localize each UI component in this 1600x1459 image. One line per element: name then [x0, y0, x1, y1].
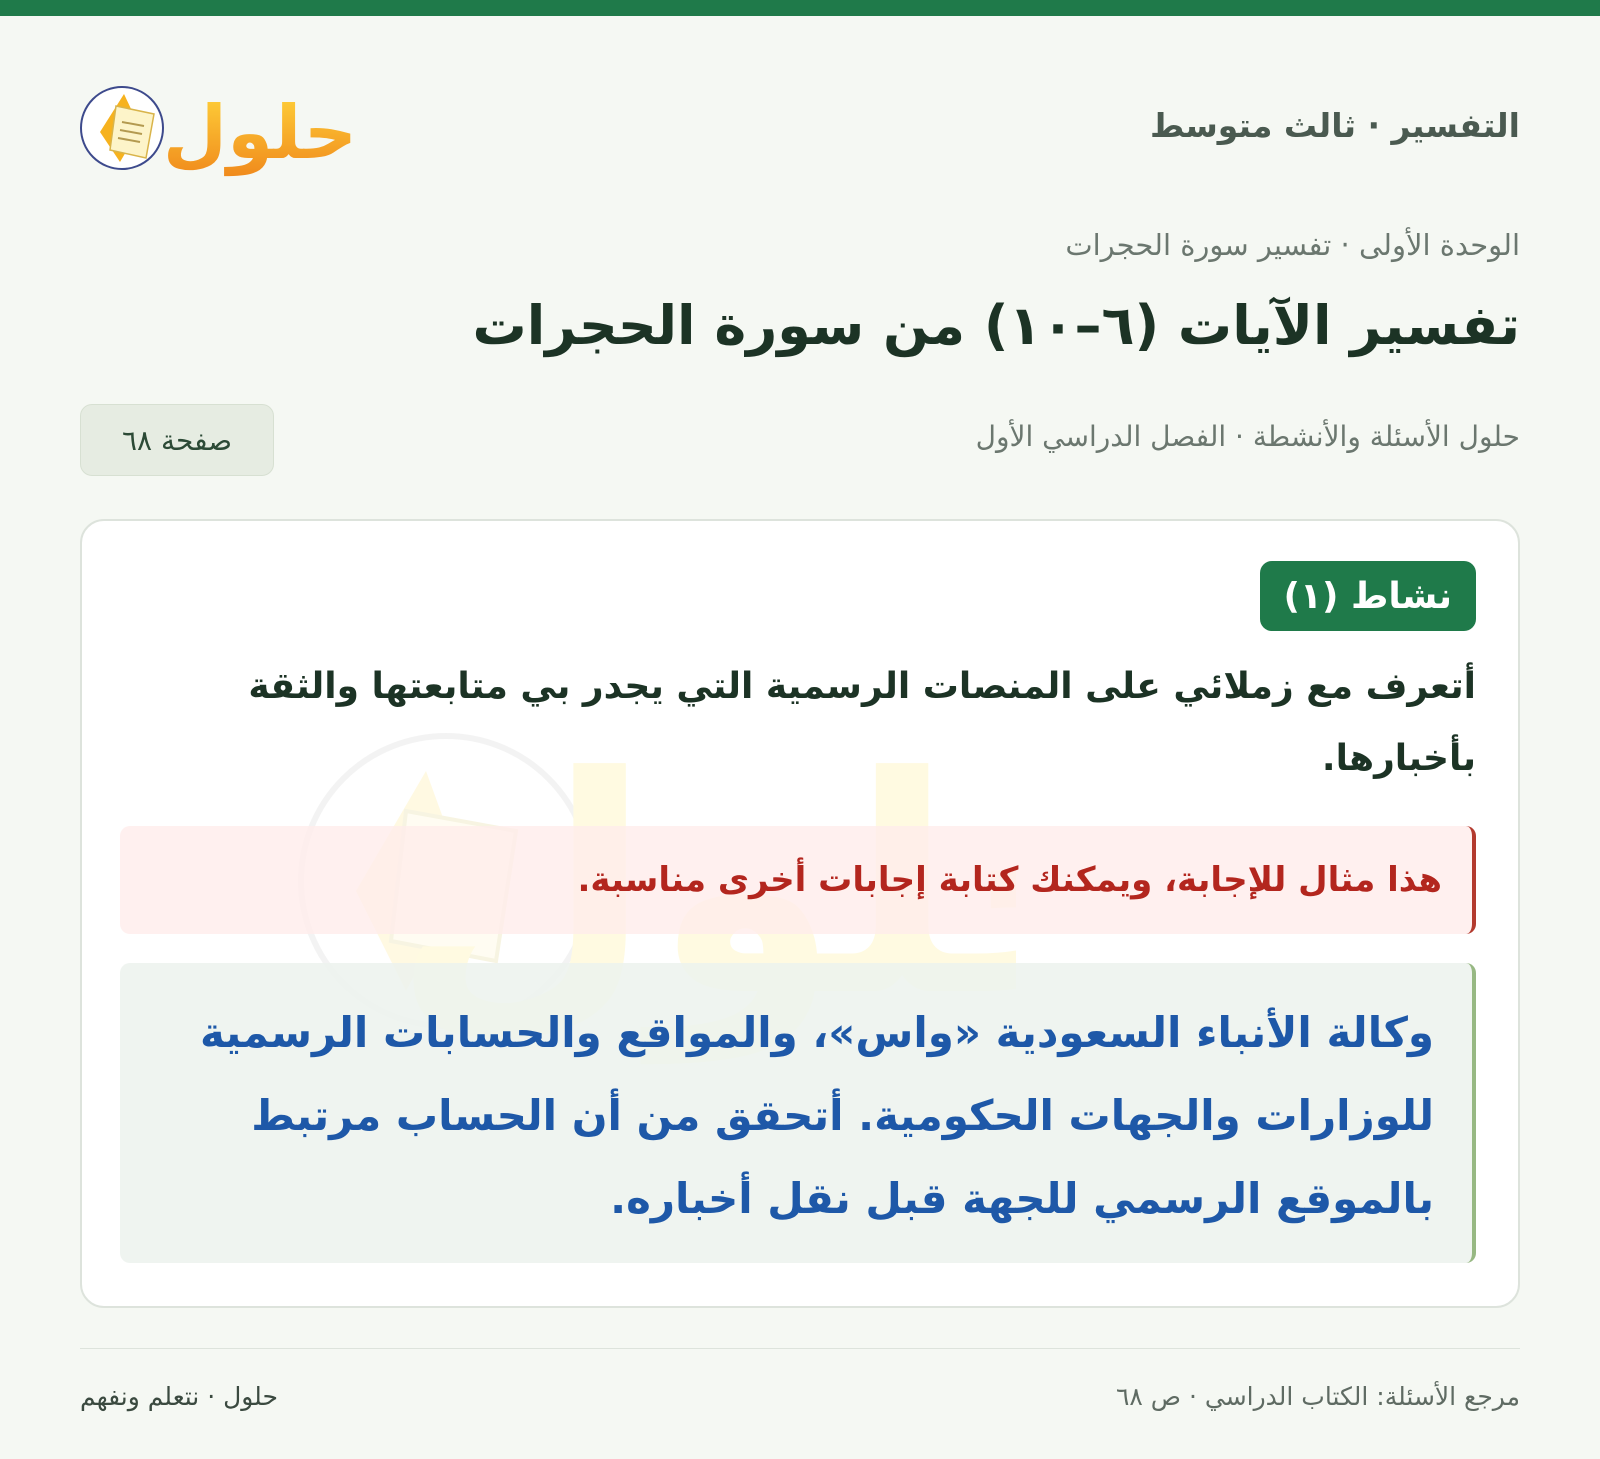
- lesson-meta: حلول الأسئلة والأنشطة · الفصل الدراسي الأول: [975, 420, 1520, 453]
- footer-divider: [80, 1348, 1520, 1349]
- answer-box: [120, 963, 1476, 1263]
- activity-card: [80, 519, 1520, 1308]
- top-accent-bar: [0, 0, 1600, 16]
- page-number-badge: صفحة ٦٨: [80, 404, 274, 476]
- answer-text: وكالة الأنباء السعودية «واس»، والمواقع والحسابات الرسمية للوزارات والجهات الحكومية. أتحقق من أن الحساب مرتبط بالموقع الرسمي للجهة قبل نقل أخباره.: [199, 1008, 1434, 1223]
- activity-label: نشاط (١): [1260, 561, 1476, 631]
- logo-text: حلول: [162, 90, 358, 176]
- unit-breadcrumb: الوحدة الأولى · تفسير سورة الحجرات: [1065, 228, 1520, 262]
- activity-question: أتعرف مع زملائي على المنصات الرسمية التي يجدر بي متابعتها والثقة بأخبارها.: [248, 666, 1476, 779]
- page-header: [80, 70, 1520, 190]
- answer-note: هذا مثال للإجابة، ويمكنك كتابة إجابات أخرى مناسبة.: [120, 826, 1476, 934]
- lesson-title: تفسير الآيات (٦–١٠) من سورة الحجرات: [472, 294, 1520, 357]
- footer-brand: حلول · نتعلم ونفهم: [80, 1382, 278, 1411]
- subject-title: التفسير · ثالث متوسط: [1150, 106, 1520, 145]
- hulul-logo[interactable]: [80, 70, 380, 190]
- footer-reference: مرجع الأسئلة: الكتاب الدراسي · ص ٦٨: [1115, 1382, 1520, 1411]
